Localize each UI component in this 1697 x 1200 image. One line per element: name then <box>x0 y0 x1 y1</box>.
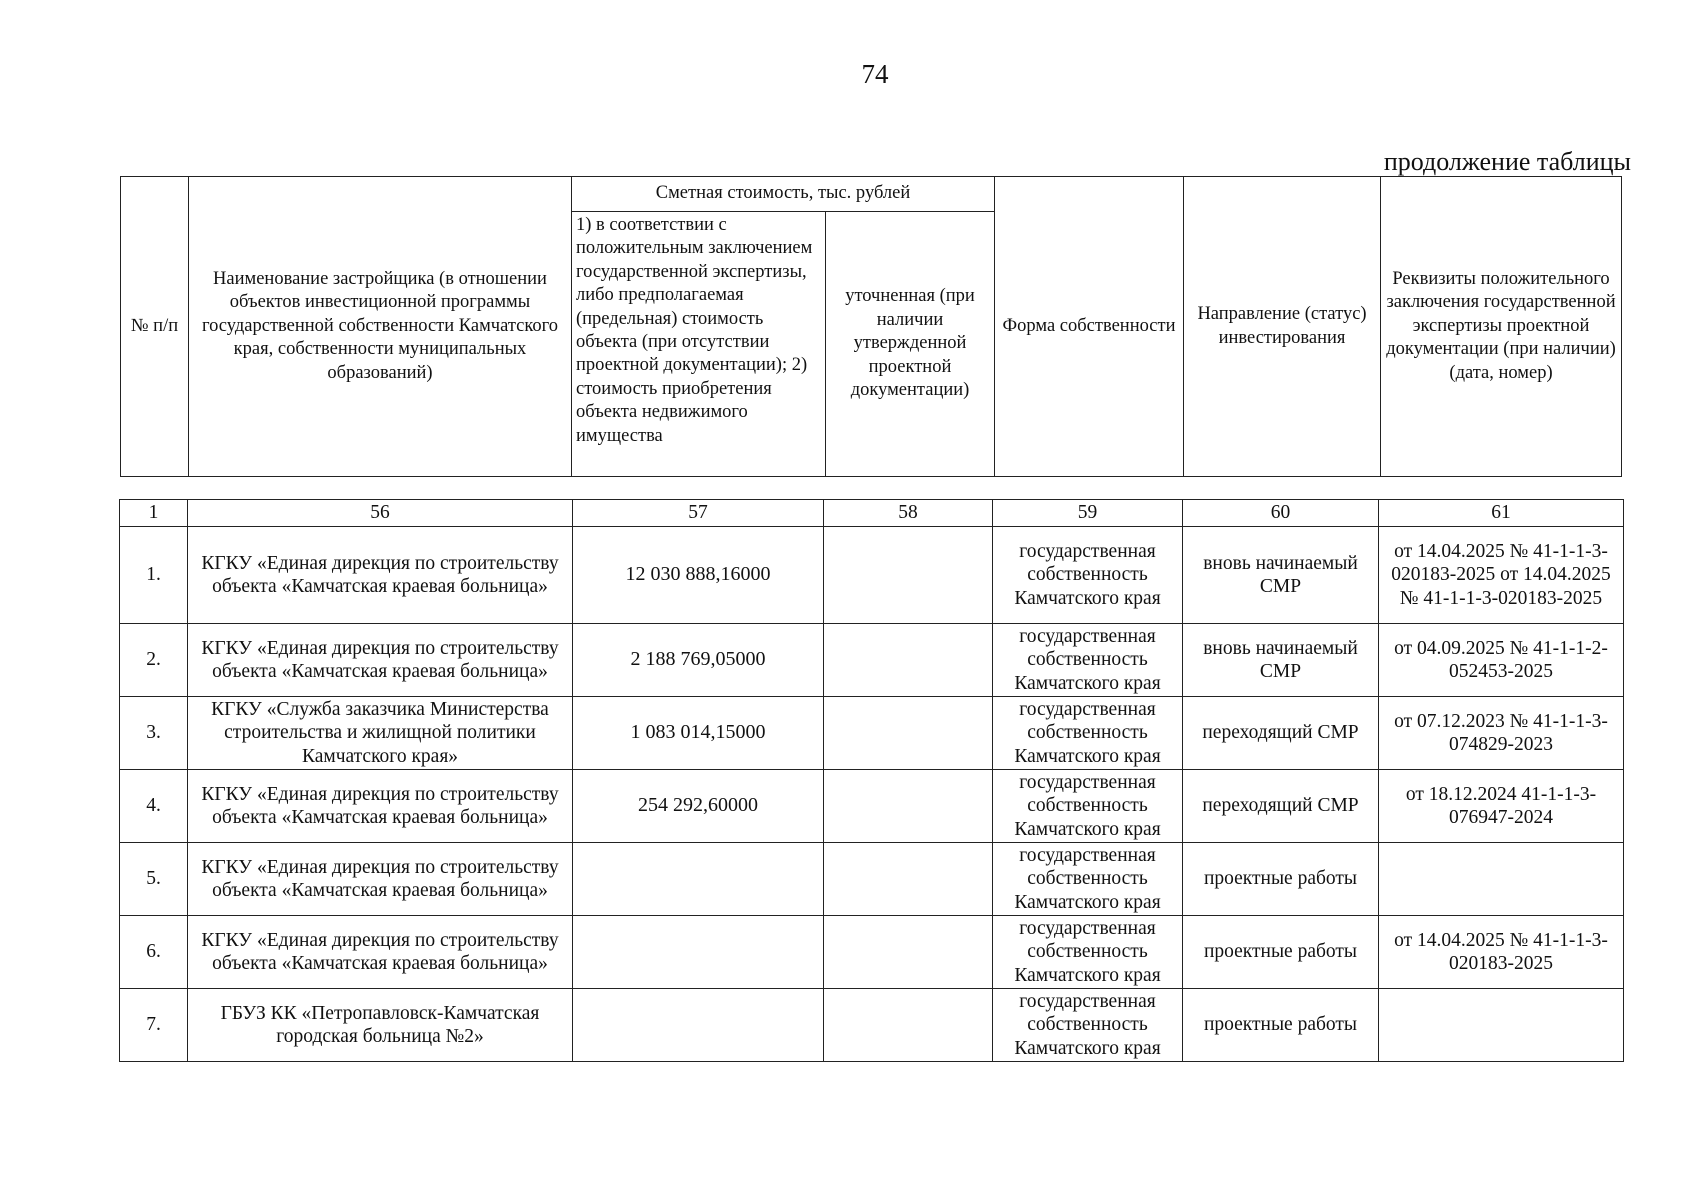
column-number: 61 <box>1379 500 1624 527</box>
column-number: 59 <box>993 500 1183 527</box>
investment-direction: вновь начинаемый СМР <box>1183 624 1379 697</box>
expertise-details: от 07.12.2023 № 41-1-1-3-074829-2023 <box>1379 697 1624 770</box>
cost-expertise <box>573 989 824 1062</box>
developer-name: КГКУ «Единая дирекция по строительству объекта «Камчатская краевая больница» <box>188 624 573 697</box>
table-row <box>120 527 1624 624</box>
column-number: 56 <box>188 500 573 527</box>
row-number: 1. <box>120 527 188 624</box>
header-col-cost-expertise: 1) в соответствии с положительным заключением государственной экспертизы, либо предполагаемая (предельная) стоимость объекта (при отсутствии проектной документации); 2) стоимость приобретения объекта недвижимого имущества <box>572 212 826 477</box>
expertise-details <box>1379 989 1624 1062</box>
cost-refined <box>824 624 993 697</box>
cost-expertise: 2 188 769,05000 <box>573 624 824 697</box>
ownership-form: государственная собственность Камчатского края <box>993 697 1183 770</box>
cost-expertise <box>573 843 824 916</box>
header-col-cost-refined: уточненная (при наличии утвержденной проектной документации) <box>826 212 995 477</box>
table-header-block <box>120 176 1622 477</box>
cost-expertise: 254 292,60000 <box>573 770 824 843</box>
page-number: 74 <box>861 59 889 89</box>
cost-refined <box>824 697 993 770</box>
row-number: 5. <box>120 843 188 916</box>
developer-name: КГКУ «Единая дирекция по строительству объекта «Камчатская краевая больница» <box>188 770 573 843</box>
ownership-form: государственная собственность Камчатского края <box>993 527 1183 624</box>
header-col-number: № п/п <box>121 177 189 477</box>
table-row <box>120 697 1624 770</box>
cost-refined <box>824 843 993 916</box>
table-row <box>120 770 1624 843</box>
column-number: 1 <box>120 500 188 527</box>
header-col-expertise-details: Реквизиты положительного заключения государственной экспертизы проектной документации (при наличии) (дата, номер) <box>1381 177 1622 477</box>
cost-expertise <box>573 916 824 989</box>
ownership-form: государственная собственность Камчатского края <box>993 916 1183 989</box>
developer-name: КГКУ «Единая дирекция по строительству объекта «Камчатская краевая больница» <box>188 916 573 989</box>
data-table <box>119 499 1624 1062</box>
header-col-developer: Наименование застройщика (в отношении объектов инвестиционной программы государственной собственности Камчатского края, собственности муниципальных образований) <box>189 177 572 477</box>
column-number: 60 <box>1183 500 1379 527</box>
ownership-form: государственная собственность Камчатского края <box>993 843 1183 916</box>
header-col-ownership: Форма собственности <box>995 177 1184 477</box>
investment-direction: переходящий СМР <box>1183 770 1379 843</box>
cost-refined <box>824 770 993 843</box>
column-number: 58 <box>824 500 993 527</box>
ownership-form: государственная собственность Камчатского края <box>993 624 1183 697</box>
table-continuation-label: продолжение таблицы <box>1383 147 1631 176</box>
expertise-details: от 14.04.2025 № 41-1-1-3-020183-2025 <box>1379 916 1624 989</box>
expertise-details <box>1379 843 1624 916</box>
ownership-form: государственная собственность Камчатского края <box>993 989 1183 1062</box>
investment-direction: переходящий СМР <box>1183 697 1379 770</box>
expertise-details: от 14.04.2025 № 41-1-1-3-020183-2025 от 14.04.2025 № 41-1-1-3-020183-2025 <box>1379 527 1624 624</box>
row-number: 6. <box>120 916 188 989</box>
table-row <box>120 843 1624 916</box>
cost-refined <box>824 916 993 989</box>
developer-name: КГКУ «Единая дирекция по строительству объекта «Камчатская краевая больница» <box>188 843 573 916</box>
cost-expertise: 12 030 888,16000 <box>573 527 824 624</box>
expertise-details: от 04.09.2025 № 41-1-1-2-052453-2025 <box>1379 624 1624 697</box>
developer-name: КГКУ «Служба заказчика Министерства строительства и жилищной политики Камчатского края» <box>188 697 573 770</box>
header-col-direction: Направление (статус) инвестирования <box>1184 177 1381 477</box>
investment-direction: проектные работы <box>1183 989 1379 1062</box>
table-row <box>120 624 1624 697</box>
row-number: 7. <box>120 989 188 1062</box>
ownership-form: государственная собственность Камчатского края <box>993 770 1183 843</box>
table-row <box>120 916 1624 989</box>
developer-name: КГКУ «Единая дирекция по строительству объекта «Камчатская краевая больница» <box>188 527 573 624</box>
investment-direction: проектные работы <box>1183 916 1379 989</box>
cost-expertise: 1 083 014,15000 <box>573 697 824 770</box>
row-number: 2. <box>120 624 188 697</box>
row-number: 3. <box>120 697 188 770</box>
cost-refined <box>824 527 993 624</box>
cost-refined <box>824 989 993 1062</box>
column-number-row <box>120 500 1624 527</box>
expertise-details: от 18.12.2024 41-1-1-3-076947-2024 <box>1379 770 1624 843</box>
investment-direction: проектные работы <box>1183 843 1379 916</box>
developer-name: ГБУЗ КК «Петропавловск-Камчатская городская больница №2» <box>188 989 573 1062</box>
investment-direction: вновь начинаемый СМР <box>1183 527 1379 624</box>
column-number: 57 <box>573 500 824 527</box>
table-row <box>120 989 1624 1062</box>
row-number: 4. <box>120 770 188 843</box>
header-col-cost-group: Сметная стоимость, тыс. рублей <box>572 177 995 212</box>
